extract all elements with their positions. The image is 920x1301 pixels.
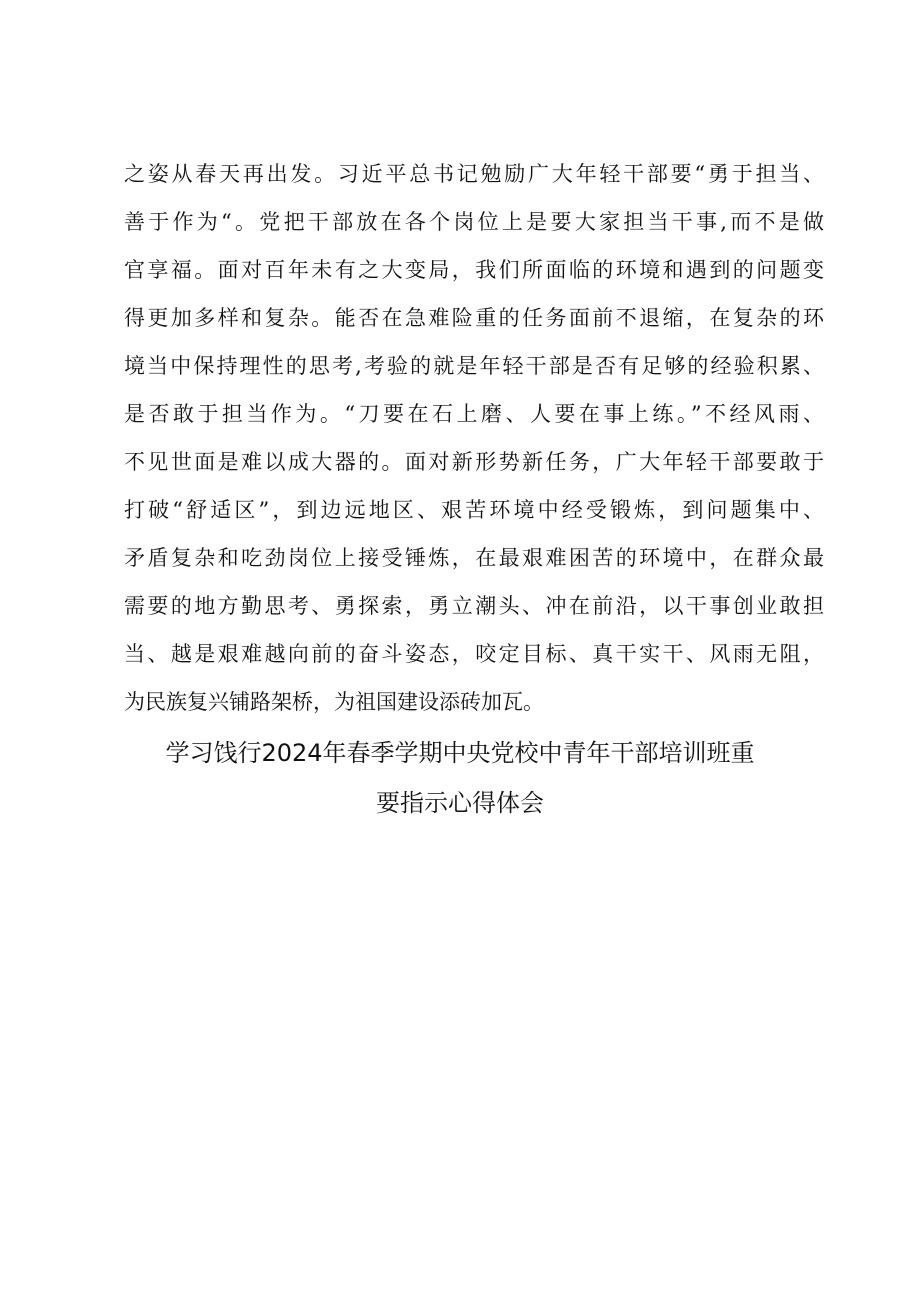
paragraph-line: 矛盾复杂和吃劲岗位上接受锤炼，在最艰难困苦的环境中，在群众最 [124,546,824,570]
paragraph-line: 得更加多样和复杂。能否在急难险重的任务面前不退缩，在复杂的环 [124,306,824,330]
paragraph-line: 境当中保持理性的思考,考验的就是年轻干部是否有足够的经验积累、 [124,354,824,378]
paragraph-line: 需要的地方勤思考、勇探索，勇立潮头、冲在前沿，以干事创业敢担 [124,594,824,618]
title-line-1: 学习饯行2024年春季学期中央党校中青年干部培训班重 [165,739,755,767]
paragraph-line: 当、越是艰难越向前的奋斗姿态，咬定目标、真干实干、风雨无阻， [124,642,824,666]
paragraph-line: 善于作为“。党把干部放在各个岗位上是要大家担当干事,而不是做 [124,210,824,234]
body-paragraph [124,150,824,726]
paragraph-line: 为民族复兴铺路架桥，为祖国建设添砖加瓦。 [124,690,544,714]
article-title [100,728,820,828]
paragraph-line: 不见世面是难以成大器的。面对新形势新任务，广大年轻干部要敢于 [124,450,824,474]
paragraph-line: 官享福。面对百年未有之大变局，我们所面临的环境和遇到的问题变 [124,258,824,282]
paragraph-line: 之姿从春天再出发。习近平总书记勉励广大年轻干部要“勇于担当、 [124,162,824,186]
title-line-2: 要指示心得体会 [376,789,544,817]
paragraph-line: 是否敢于担当作为。“刀要在石上磨、人要在事上练。”不经风雨、 [124,402,824,426]
paragraph-line: 打破“舒适区”，到边远地区、艰苦环境中经受锻炼，到问题集中、 [124,498,824,522]
